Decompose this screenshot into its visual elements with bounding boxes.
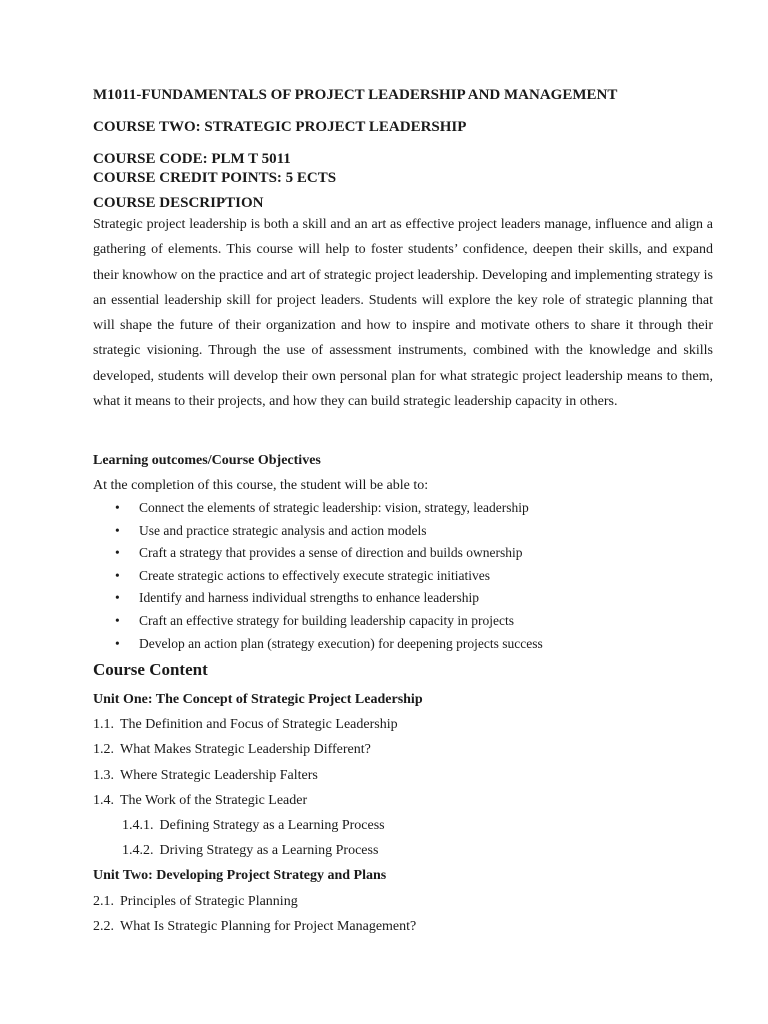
toc-item [93,838,423,863]
toc-text: The Work of the Strategic Leader [120,792,308,808]
list-item [93,565,543,588]
list-item [93,542,543,565]
course-title: COURSE TWO: STRATEGIC PROJECT LEADERSHIP [93,119,467,135]
toc-item [93,914,423,939]
course-content-heading: Course Content [93,660,208,679]
toc-item [93,788,423,813]
outcomes-heading: Learning outcomes/Course Objectives [93,453,321,468]
toc-number: 1.2. [93,742,114,758]
toc-text: Principles of Strategic Planning [120,893,298,909]
toc-text: Unit Two: Developing Project Strategy and Plans [93,868,387,884]
bullet-icon: • [115,612,120,628]
toc-number: 2.2. [93,918,114,934]
bullet-icon: • [115,545,120,561]
outcome-text: Create strategic actions to effectively execute strategic initiatives [139,567,490,583]
list-item [93,610,543,633]
toc-text: Where Strategic Leadership Falters [120,767,318,783]
list-item [93,497,543,520]
toc-text: Driving Strategy as a Learning Process [159,843,379,859]
bullet-icon: • [115,635,120,651]
document-title: M1011-FUNDAMENTALS OF PROJECT LEADERSHIP AND MANAGEMENT [93,87,618,103]
toc-text: Unit One: The Concept of Strategic Project Leadership [93,692,423,707]
outcome-text: Connect the elements of strategic leadership: vision, strategy, leadership [139,500,529,515]
bullet-icon: • [115,590,120,606]
list-item [93,520,543,543]
toc-number: 1.4.2. [122,843,154,859]
outcomes-list [93,497,543,655]
bullet-icon: • [115,567,120,583]
toc-text: What Is Strategic Planning for Project Management? [120,918,417,934]
description-heading: COURSE DESCRIPTION [93,195,264,211]
outcome-text: Craft a strategy that provides a sense of direction and builds ownership [139,545,523,561]
unit-heading [93,687,423,712]
list-item [93,587,543,610]
bullet-icon: • [115,500,120,515]
toc-number: 1.4.1. [122,817,154,833]
course-description: Strategic project leadership is both a skill and an art as effective project leaders manage, influence and align a gathering of elements. This course will help to foster students’ confidence, deepen their skills, and expand their knowhow on the practice and art of strategic project leadership. Developing and implementing strategy is an essential leadership skill for project leaders. Students will explore the key role of strategic planning that will shape the future of their organization and how to inspire and motivate others to share it through their strategic visioning. Through the use of assessment instruments, combined with the knowledge and skills developed, students will develop their own personal plan for what strategic project leadership means to them, what it means to their projects, and how they can build strategic leadership capacity in others. [93,217,713,410]
toc-text: What Makes Strategic Leadership Different? [120,742,371,758]
toc-item [93,813,423,838]
toc-text: The Definition and Focus of Strategic Leadership [120,717,398,733]
course-content-list [93,687,423,939]
list-item [93,633,543,656]
outcome-text: Identify and harness individual strengths to enhance leadership [139,590,480,606]
toc-number: 1.3. [93,767,114,783]
toc-item [93,889,423,914]
outcome-text: Develop an action plan (strategy execution) for deepening projects success [139,635,543,651]
toc-number: 1.4. [93,792,114,808]
toc-item [93,763,423,788]
toc-item [93,737,423,762]
toc-text: Defining Strategy as a Learning Process [159,817,385,833]
outcome-text: Craft an effective strategy for building leadership capacity in projects [139,612,514,628]
toc-number: 2.1. [93,893,114,909]
toc-number: 1.1. [93,717,114,733]
course-credit-points: COURSE CREDIT POINTS: 5 ECTS [93,170,337,186]
bullet-icon: • [115,522,120,538]
course-code: COURSE CODE: PLM T 5011 [93,151,291,167]
outcome-text: Use and practice strategic analysis and action models [139,522,427,538]
outcomes-intro: At the completion of this course, the student will be able to: [93,478,429,493]
unit-heading [93,863,423,888]
toc-item [93,712,423,737]
